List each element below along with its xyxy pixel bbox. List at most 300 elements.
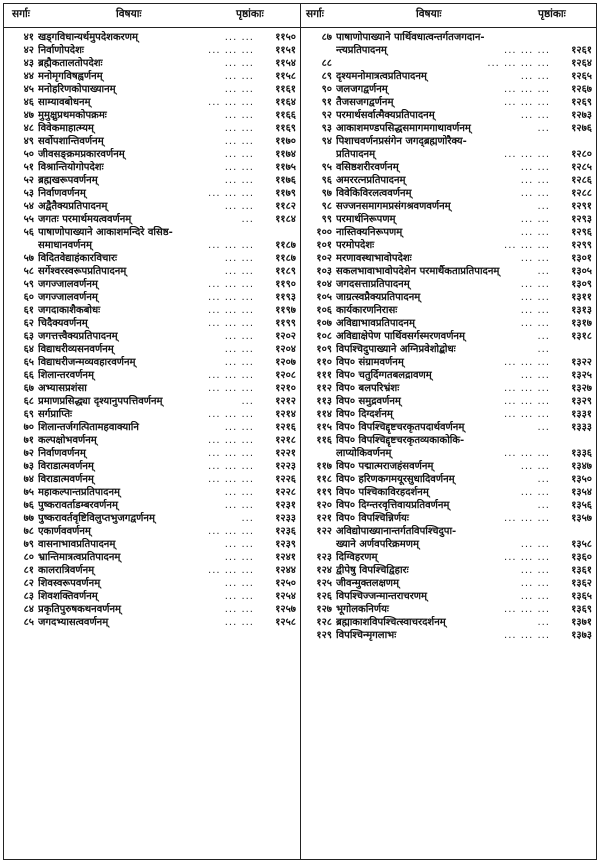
page-number: १२७६: [571, 123, 592, 134]
chapter-title: पिशाचवर्णनप्रसंगेन जगद्ब्रह्मणोरैक्य-: [336, 136, 467, 147]
page-number: ११७६: [275, 175, 296, 186]
page-number: १३१८: [571, 331, 592, 342]
leader-dots: ... ...: [224, 84, 254, 95]
chapter-number: ७३: [23, 461, 34, 472]
chapter-title: जगदभ्यासत्ववर्णनम्: [38, 617, 109, 628]
chapter-title: विराडात्मवर्णनम्: [38, 461, 94, 472]
page-number: ११६९: [275, 123, 296, 134]
leader-dots: ... ... ...: [208, 474, 254, 485]
leader-dots: ... ...: [520, 578, 550, 589]
chapter-title: वसिष्ठशरीरवर्णनम्: [336, 162, 399, 173]
chapter-title: दिग्विहरणम्: [336, 552, 378, 563]
chapter-title: न्त्यप्रतिपादनम्: [336, 45, 387, 56]
page-number: १३६५: [571, 591, 592, 602]
leader-dots: ... ...: [520, 565, 550, 576]
page-number: १३५८: [571, 539, 592, 550]
chapter-number: ५७: [23, 253, 34, 264]
page-number: १२९९: [571, 240, 592, 251]
chapter-number: ८३: [23, 591, 34, 602]
chapter-number: ६६: [23, 370, 34, 381]
chapter-number: ५१: [23, 162, 34, 173]
page-number: १३७३: [571, 630, 592, 641]
chapter-number: १२९: [316, 630, 332, 641]
chapter-title: लाप्योकिवर्णनम्: [336, 448, 392, 459]
chapter-title: विप० पद्मात्मराजहंसवर्णनम्: [336, 461, 434, 472]
page-number: ११९९: [275, 318, 296, 329]
index-row: [302, 434, 596, 447]
left-column: [4, 31, 300, 858]
chapter-title: भूगोलकनिर्णयः: [336, 604, 389, 615]
leader-dots: ... ...: [520, 305, 550, 316]
index-row: [4, 382, 300, 395]
leader-dots: ... ...: [224, 552, 254, 563]
page-number: १२६९: [571, 97, 592, 108]
leader-dots: ... ... ...: [208, 279, 254, 290]
chapter-number: ४३: [23, 58, 34, 69]
leader-dots: ... ...: [520, 370, 550, 381]
leader-dots: ... ...: [520, 539, 550, 550]
page-number: १२१४: [275, 409, 296, 420]
leader-dots: ... ... ...: [208, 188, 254, 199]
index-row: [302, 174, 596, 187]
chapter-number: १२२: [316, 526, 332, 537]
chapter-title: कार्यकारणनिरासः: [336, 305, 398, 316]
chapter-title: विपश्चिदुपाख्याने अग्निप्रवेशोद्बोधः: [336, 344, 456, 355]
chapter-title: प्रकृतिपुरुषकथनवर्णनम्: [38, 604, 122, 615]
chapter-number: १०८: [316, 331, 332, 342]
leader-dots: ... ... ...: [208, 97, 254, 108]
leader-dots: ... ...: [224, 162, 254, 173]
chapter-title: विप० बलपरिभ्रंशः: [336, 383, 400, 394]
leader-dots: ... ... ...: [504, 513, 550, 524]
leader-dots: ...: [537, 422, 550, 433]
index-row: [302, 551, 596, 564]
leader-dots: ... ...: [520, 253, 550, 264]
index-row: [4, 499, 300, 512]
chapter-number: ९४: [321, 136, 332, 147]
chapter-title: सज्जनसमागमप्रसंगश्रवणवर्णनम्: [336, 201, 451, 212]
chapter-title: पुष्करावर्ताडम्बरवर्णनम्: [38, 500, 118, 511]
leader-dots: ... ... ...: [504, 552, 550, 563]
index-row: [302, 265, 596, 278]
leader-dots: ... ...: [224, 578, 254, 589]
chapter-title: ख्याने अर्णवपरिक्रमणम्: [336, 539, 419, 550]
chapter-number: ४७: [23, 110, 34, 121]
chapter-title: द्वीपेषु विपश्चिद्विहारः: [336, 565, 409, 576]
page-number: १२१२: [275, 396, 296, 407]
chapter-number: १२०: [316, 500, 332, 511]
page-number: १३४७: [571, 461, 592, 472]
leader-dots: ... ... ...: [208, 526, 254, 537]
page-number: १३६१: [571, 565, 592, 576]
index-row: [302, 109, 596, 122]
leader-dots: ... ...: [224, 71, 254, 82]
leader-dots: ...: [537, 500, 550, 511]
index-row: [302, 135, 596, 148]
chapter-number: १११: [316, 370, 332, 381]
chapter-number: १०७: [316, 318, 332, 329]
leader-dots: ... ...: [520, 110, 550, 121]
index-row: [4, 330, 300, 343]
page-number: ११५४: [275, 58, 296, 69]
page-number: १३६०: [571, 552, 592, 563]
chapter-title: जगज्जालवर्णनम्: [38, 279, 98, 290]
index-row: [302, 629, 596, 642]
page-number: १३७१: [571, 617, 592, 628]
leader-dots: ... ...: [224, 123, 254, 134]
chapter-title: पाषाणोपाख्याने पार्थिवधात्वन्तर्गतजगदान-: [336, 32, 485, 43]
leader-dots: ... ...: [520, 292, 550, 303]
chapter-number: ५२: [23, 175, 34, 186]
page-number: १३०१: [571, 253, 592, 264]
index-row: [4, 460, 300, 473]
index-row: [302, 395, 596, 408]
page-number: १२१८: [275, 435, 296, 446]
chapter-number: ९०: [321, 84, 332, 95]
chapter-title: ब्रह्माकाशविपश्चित्स्वाचरदर्शनम्: [336, 617, 446, 628]
chapter-title: दृश्यमनोमात्रत्वप्रतिपादनम्: [336, 71, 427, 82]
chapter-title: अमररत्नप्रतिपादनम्: [336, 175, 406, 186]
header-vishaya-left: विषयाः: [116, 8, 142, 20]
chapter-title: विद्याधरीजन्मव्यवहारवर्णनम्: [38, 357, 136, 368]
page-number: १२०८: [275, 370, 296, 381]
page-number: ११५०: [275, 32, 296, 43]
page-number: १३२२: [571, 357, 592, 368]
leader-dots: ... ...: [224, 617, 254, 628]
index-row: [302, 252, 596, 265]
leader-dots: ... ... ...: [504, 396, 550, 407]
chapter-number: ४१: [23, 32, 34, 43]
index-row: [4, 512, 300, 525]
leader-dots: ... ...: [520, 214, 550, 225]
chapter-title: विपश्चिन्मृगलाभः: [336, 630, 397, 641]
chapter-title: पाषाणोपाख्याने आकाशमन्दिरे वसिष्ठ-: [38, 227, 173, 238]
index-row: [4, 421, 300, 434]
index-row: [4, 291, 300, 304]
leader-dots: ... ...: [224, 344, 254, 355]
page-number: १२०४: [275, 344, 296, 355]
page-number: १३३१: [571, 409, 592, 420]
leader-dots: ... ... ...: [504, 630, 550, 641]
leader-dots: ... ...: [224, 331, 254, 342]
index-row: [4, 564, 300, 577]
leader-dots: ... ... ...: [504, 448, 550, 459]
index-row: [4, 356, 300, 369]
chapter-title: शिलान्तर्जगत्पितामहवाक्यानि: [38, 422, 139, 433]
index-row: [4, 408, 300, 421]
leader-dots: ... ...: [224, 58, 254, 69]
chapter-title: नास्तिक्यनिरूपणम्: [336, 227, 403, 238]
page-number: १२३३: [275, 513, 296, 524]
leader-dots: ... ... ...: [504, 240, 550, 251]
page-number: १२२८: [275, 487, 296, 498]
leader-dots: ... ... ...: [208, 448, 254, 459]
chapter-title: अद्वैतैक्यप्रतिपादनम्: [38, 201, 108, 212]
index-row: [302, 577, 596, 590]
leader-dots: ... ...: [520, 175, 550, 186]
index-row: [302, 213, 596, 226]
leader-dots: ... ... ...: [504, 149, 550, 160]
chapter-title: सर्गेश्वरस्वरूपप्रतिपादनम्: [38, 266, 127, 277]
index-row: [302, 291, 596, 304]
chapter-title: अभ्यासप्रशंसा: [38, 383, 87, 394]
leader-dots: ... ...: [224, 175, 254, 186]
leader-dots: ... ... ...: [208, 318, 254, 329]
chapter-title: ब्रह्मैकतालतोपदेशः: [38, 58, 103, 69]
chapter-number: १०५: [316, 292, 332, 303]
leader-dots: ... ...: [520, 461, 550, 472]
chapter-title: जगतः परमार्थमयत्ववर्णनम्: [38, 214, 132, 225]
chapter-title: चिदैक्यवर्णनम्: [38, 318, 88, 329]
leader-dots: ... ... ...: [504, 45, 550, 56]
page-number: ११७५: [275, 162, 296, 173]
chapter-title: समाधानवर्णनम्: [38, 240, 92, 251]
chapter-title: विद्याधरीव्यसनवर्णनम्: [38, 344, 114, 355]
chapter-number: ९२: [321, 110, 332, 121]
chapter-title: निर्वाणोपदेशः: [38, 45, 84, 56]
index-row: [302, 369, 596, 382]
index-row: [302, 31, 596, 44]
index-row: [302, 486, 596, 499]
page-number: ११६६: [275, 110, 296, 121]
index-row: [4, 265, 300, 278]
chapter-number: १२३: [316, 552, 332, 563]
page-number: १२५७: [275, 604, 296, 615]
chapter-title: परमार्थनिरूपणम्: [336, 214, 396, 225]
chapter-title: महाकल्पान्तप्रतिपादनम्: [38, 487, 120, 498]
page-number: ११९३: [275, 292, 296, 303]
chapter-title: शिलान्तरवर्णनम्: [38, 370, 94, 381]
page-number: १२७३: [571, 110, 592, 121]
page-number: ११८७: [275, 253, 296, 264]
page-number: १३१७: [571, 318, 592, 329]
chapter-title: विप० संग्रामवर्णनम्: [336, 357, 404, 368]
chapter-title: जगदाकाशैकबोधः: [38, 305, 101, 316]
chapter-number: १२१: [316, 513, 332, 524]
page-number: १२६४: [571, 58, 592, 69]
leader-dots: ... ...: [224, 500, 254, 511]
index-row: [4, 538, 300, 551]
index-row: [4, 187, 300, 200]
chapter-number: ९८: [321, 201, 332, 212]
leader-dots: ... ... ...: [504, 409, 550, 420]
index-row: [302, 44, 596, 57]
chapter-number: १२४: [316, 565, 332, 576]
chapter-title: जगज्जालवर्णनम्: [38, 292, 98, 303]
chapter-number: ७८: [23, 526, 34, 537]
leader-dots: ... ... ...: [208, 461, 254, 472]
page-number: १३११: [571, 292, 592, 303]
column-divider: [300, 4, 301, 859]
header-page-left: पृष्ठांकाः: [236, 8, 264, 20]
chapter-title: मनोमृगविषह्वर्णनम्: [38, 71, 103, 82]
chapter-number: १२८: [316, 617, 332, 628]
page-number: १२९१: [571, 201, 592, 212]
index-row: [302, 278, 596, 291]
index-row: [4, 44, 300, 57]
page-number: १२३९: [275, 539, 296, 550]
chapter-number: ५८: [23, 266, 34, 277]
index-row: [4, 226, 300, 239]
chapter-number: १०६: [316, 305, 332, 316]
index-row: [4, 369, 300, 382]
chapter-title: परमोपदेशः: [336, 240, 375, 251]
page-number: ११५८: [275, 71, 296, 82]
header-page-right: पृष्ठांकाः: [538, 8, 566, 20]
index-page: [3, 3, 597, 860]
chapter-number: ५६: [23, 227, 34, 238]
chapter-title: विप० चतुर्दिग्गतबलद्रावणम्: [336, 370, 432, 381]
leader-dots: ... ...: [224, 32, 254, 43]
chapter-title: विप० दिग्न्तरवृत्तिवायप्रतिवर्णनम्: [336, 500, 450, 511]
page-number: १३०५: [571, 266, 592, 277]
page-number: १२६५: [571, 71, 592, 82]
chapter-number: १०३: [316, 266, 332, 277]
page-number: १२५०: [275, 578, 296, 589]
chapter-title: सर्गप्राप्तिः: [38, 409, 73, 420]
chapter-title: जाग्रत्स्वप्नैक्यप्रतिपादनम्: [336, 292, 421, 303]
chapter-number: ५५: [23, 214, 34, 225]
index-row: [302, 122, 596, 135]
page-number: १३१३: [571, 305, 592, 316]
index-row: [4, 96, 300, 109]
page-number: १३६२: [571, 578, 592, 589]
chapter-number: १०४: [316, 279, 332, 290]
header-sarga-left: सर्गाः: [12, 8, 30, 20]
chapter-title: विप० पश्चिकाविरहदर्शनम्: [336, 487, 429, 498]
index-row: [4, 525, 300, 538]
leader-dots: ... ... ... ...: [487, 58, 550, 69]
leader-dots: ... ...: [224, 487, 254, 498]
page-number: ११९०: [275, 279, 296, 290]
chapter-title: एकार्णववर्णनम्: [38, 526, 91, 537]
page-number: १२८०: [571, 149, 592, 160]
chapter-number: ११२: [316, 383, 332, 394]
chapter-number: ४५: [23, 84, 34, 95]
page-number: १२२१: [275, 448, 296, 459]
chapter-title: जीवसङ्क्रमप्रकारवर्णनम्: [38, 149, 125, 160]
chapter-number: ५९: [23, 279, 34, 290]
index-row: [302, 382, 596, 395]
chapter-number: ८५: [23, 617, 34, 628]
index-row: [302, 512, 596, 525]
page-number: ११९७: [275, 305, 296, 316]
chapter-number: ४९: [23, 136, 34, 147]
index-row: [4, 616, 300, 629]
chapter-number: ८०: [23, 552, 34, 563]
chapter-number: १०२: [316, 253, 332, 264]
index-row: [4, 161, 300, 174]
chapter-title: जगदसत्ताप्रतिपादनम्: [336, 279, 410, 290]
leader-dots: ... ...: [224, 253, 254, 264]
chapter-number: ७९: [23, 539, 34, 550]
page-number: १३२९: [571, 396, 592, 407]
chapter-title: सकलभावाभावोपदेशेन परमार्थैकताप्रतिपादनम्: [336, 266, 500, 277]
leader-dots: ... ...: [224, 357, 254, 368]
chapter-number: ६५: [23, 357, 34, 368]
index-row: [4, 31, 300, 44]
chapter-number: ७४: [23, 474, 34, 485]
chapter-title: भ्रान्तिमात्रत्वप्रतिपादनम्: [38, 552, 121, 563]
chapter-title: विपश्चिज्जन्मान्तराचरणम्: [336, 591, 428, 602]
leader-dots: ... ... ...: [504, 383, 550, 394]
leader-dots: ... ... ...: [208, 565, 254, 576]
chapter-number: ९६: [321, 175, 332, 186]
chapter-number: १२७: [316, 604, 332, 615]
index-row: [4, 278, 300, 291]
chapter-number: ५३: [23, 188, 34, 199]
page-number: ११८७: [275, 240, 296, 251]
chapter-title: ब्रह्मखरूपवर्णनम्: [38, 175, 98, 186]
chapter-number: ४४: [23, 71, 34, 82]
leader-dots: ... ...: [520, 227, 550, 238]
index-row: [4, 252, 300, 265]
index-row: [302, 330, 596, 343]
chapter-number: ६४: [23, 344, 34, 355]
chapter-number: ७१: [23, 435, 34, 446]
page-number: १२३१: [275, 500, 296, 511]
index-row: [302, 564, 596, 577]
chapter-title: जलजगद्वर्णनम्: [336, 84, 388, 95]
chapter-title: खड्गविधान्यर्थमुपदेशकरणम्: [38, 32, 138, 43]
leader-dots: ... ...: [224, 604, 254, 615]
chapter-title: वासनाभावप्रतिपादनम्: [38, 539, 116, 550]
page-number: ११७०: [275, 136, 296, 147]
chapter-title: अविद्याभावप्रतिपादनम्: [336, 318, 415, 329]
page-number: १२३६: [275, 526, 296, 537]
leader-dots: ... ...: [520, 487, 550, 498]
leader-dots: ... ...: [520, 188, 550, 199]
chapter-title: शिवशक्तिवर्णनम्: [38, 591, 98, 602]
chapter-number: ४६: [23, 97, 34, 108]
chapter-title: विराडात्मवर्णनम्: [38, 474, 94, 485]
index-row: [4, 473, 300, 486]
index-row: [4, 317, 300, 330]
chapter-number: ६०: [23, 292, 34, 303]
page-number: १२४१: [275, 552, 296, 563]
leader-dots: ... ...: [520, 162, 550, 173]
page-number: १२८८: [571, 188, 592, 199]
page-number: ११६१: [275, 84, 296, 95]
chapter-number: ८४: [23, 604, 34, 615]
page-number: १३३३: [571, 422, 592, 433]
page-number: १३५०: [571, 474, 592, 485]
page-number: १२२३: [275, 461, 296, 472]
leader-dots: ... ...: [224, 591, 254, 602]
leader-dots: ...: [537, 331, 550, 342]
chapter-title: साम्यावबोधनम्: [38, 97, 91, 108]
leader-dots: ...: [537, 201, 550, 212]
chapter-title: विप० विपश्चिद्दृष्टचरकृतपदार्थवर्णनम्: [336, 422, 465, 433]
page-number: ११५१: [275, 45, 296, 56]
chapter-title: प्रमाणप्रसिद्ध्या दृश्यानुपपत्तिवर्णनम्: [38, 396, 163, 407]
chapter-number: ९३: [321, 123, 332, 134]
chapter-number: १०१: [316, 240, 332, 251]
chapter-title: सर्वोपशान्तिवर्णनम्: [38, 136, 104, 147]
page-number: १२१६: [275, 422, 296, 433]
leader-dots: ... ... ...: [208, 45, 254, 56]
index-row: [302, 317, 596, 330]
index-row: [302, 538, 596, 551]
page-number: १२०२: [275, 331, 296, 342]
chapter-title: प्रतिपादनम्: [336, 149, 376, 160]
chapter-number: ८८: [321, 58, 332, 69]
index-row: [4, 83, 300, 96]
index-row: [302, 148, 596, 161]
chapter-number: ६२: [23, 318, 34, 329]
index-row: [4, 304, 300, 317]
leader-dots: ... ...: [224, 539, 254, 550]
